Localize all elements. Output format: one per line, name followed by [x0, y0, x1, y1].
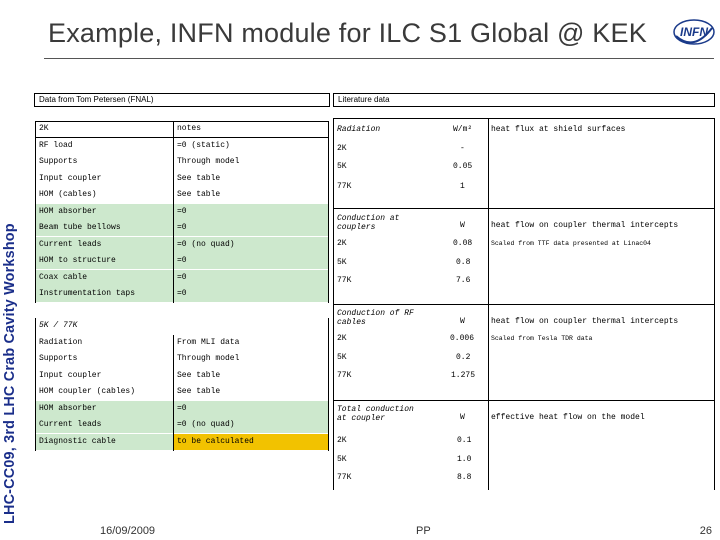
infn-logo — [672, 8, 716, 52]
source-note: Scaled from TTF data presented at Linac04 — [491, 240, 651, 247]
table-row — [35, 270, 329, 286]
cell-note: See table — [177, 387, 221, 396]
temp-label: 2K — [337, 144, 347, 153]
table-row — [333, 273, 715, 289]
cell-item: Instrumentation taps — [39, 289, 136, 298]
unit-label: W — [460, 413, 465, 422]
table-row — [333, 179, 715, 195]
cell-note: See table — [177, 190, 221, 199]
temp-label: 2K — [337, 436, 347, 445]
table-row — [35, 417, 329, 433]
side-banner — [0, 60, 22, 540]
table-border — [328, 318, 329, 451]
table-row — [35, 204, 329, 220]
temp-label: 77K — [337, 276, 352, 285]
table-row — [333, 141, 715, 157]
table-row — [333, 368, 715, 384]
table-border — [333, 304, 715, 305]
table-row — [35, 237, 329, 253]
table-row — [333, 236, 715, 252]
cell-item: Beam tube bellows — [39, 223, 121, 232]
table-row — [333, 350, 715, 366]
cell-item: Current leads — [39, 240, 102, 249]
table-border — [173, 121, 174, 303]
table-border — [333, 208, 715, 209]
temp-label: 77K — [337, 473, 352, 482]
table-border — [333, 118, 715, 119]
temp-label: 77K — [337, 371, 352, 380]
cell-note: =0 (no quad) — [177, 420, 235, 429]
page-number: 26 — [699, 525, 712, 537]
cell-note: See table — [177, 371, 221, 380]
unit-label: W/m² — [453, 125, 473, 134]
cell-item: Current leads — [39, 420, 102, 429]
block-title: Radiation — [337, 125, 381, 134]
cell-item: Supports — [39, 157, 78, 166]
block-description: effective heat flow on the model — [491, 413, 645, 422]
section-label: 5K / 77K — [39, 321, 78, 330]
cell-item: Radiation — [39, 338, 83, 347]
right-table — [333, 118, 715, 490]
cell-item: Diagnostic cable — [39, 437, 116, 446]
block-title: Conduction of RF cables — [337, 309, 414, 327]
table-row — [35, 368, 329, 384]
value-cell: 7.6 — [456, 276, 471, 285]
cell-note: From MLI data — [177, 338, 240, 347]
slide-title: Example, INFN module for ILC S1 Global @ KEK — [48, 18, 647, 48]
block-title: Conduction at couplers — [337, 214, 400, 232]
table-row — [333, 122, 715, 138]
table-row — [35, 384, 329, 400]
table-row — [35, 335, 329, 351]
block-description: heat flow on coupler thermal intercepts — [491, 317, 679, 326]
cell-note: =0 — [177, 289, 187, 298]
section-row — [35, 318, 329, 334]
footer-author: PP — [416, 525, 431, 537]
cell-item: HOM (cables) — [39, 190, 97, 199]
block-title: Total conduction at coupler — [337, 405, 414, 423]
temp-label: 5K — [337, 455, 347, 464]
temp-label: 77K — [337, 182, 352, 191]
table-row — [35, 187, 329, 203]
cell-note: =0 — [177, 223, 187, 232]
cell-note: =0 — [177, 207, 187, 216]
value-cell: 0.08 — [453, 239, 473, 248]
value-cell: 1.275 — [451, 371, 476, 380]
table-row — [333, 405, 715, 425]
block-description: heat flow on coupler thermal intercepts — [491, 221, 679, 230]
cell-item: HOM coupler (cables) — [39, 387, 136, 396]
value-cell: 0.2 — [456, 353, 471, 362]
value-cell: 0.05 — [453, 162, 473, 171]
cell-note: Through model — [177, 157, 240, 166]
table-row — [333, 331, 715, 347]
cell-note: notes — [177, 124, 202, 133]
unit-label: W — [460, 317, 465, 326]
left-header: Data from Tom Petersen (FNAL) — [34, 93, 330, 107]
value-cell: 8.8 — [457, 473, 472, 482]
cell-item: Coax cable — [39, 273, 88, 282]
table-row — [333, 214, 715, 234]
value-cell: 1.0 — [457, 455, 472, 464]
table-row — [35, 286, 329, 302]
footer-date: 16/09/2009 — [100, 525, 156, 537]
table-row — [35, 121, 329, 137]
cell-item: Input coupler — [39, 174, 102, 183]
cell-item: Input coupler — [39, 371, 102, 380]
table-row — [333, 309, 715, 329]
cell-item: HOM to structure — [39, 256, 116, 265]
table-border — [35, 318, 36, 451]
value-cell: 0.006 — [450, 334, 475, 343]
cell-note-highlight: to be calculated — [174, 434, 328, 450]
svg-text:INFN: INFN — [680, 25, 708, 39]
value-cell: - — [460, 144, 465, 153]
side-label: LHC-CC09, 3rd LHC Crab Cavity Workshop — [2, 223, 18, 524]
temp-label: 5K — [337, 353, 347, 362]
table-border — [333, 400, 715, 401]
table-border — [173, 335, 174, 451]
left-table-2k — [35, 121, 329, 301]
block-description: heat flux at shield surfaces — [491, 125, 626, 134]
cell-note: =0 (no quad) — [177, 240, 235, 249]
table-row — [333, 159, 715, 175]
temp-label: 2K — [337, 334, 347, 343]
cell-note: Through model — [177, 354, 240, 363]
value-cell: 0.8 — [456, 258, 471, 267]
table-border — [35, 137, 329, 138]
table-row — [35, 171, 329, 187]
right-header: Literature data — [333, 93, 715, 107]
table-row — [333, 433, 715, 449]
table-border — [35, 121, 329, 122]
table-border — [328, 121, 329, 303]
unit-label: W — [460, 221, 465, 230]
table-row — [35, 401, 329, 417]
cell-item: RF load — [39, 141, 73, 150]
cell-note: =0 — [177, 273, 187, 282]
table-row — [35, 154, 329, 170]
cell-note: =0 (static) — [177, 141, 230, 150]
left-table-5k — [35, 318, 329, 452]
cell-item: 2K — [39, 124, 49, 133]
temp-label: 5K — [337, 258, 347, 267]
table-row — [35, 138, 329, 154]
cell-item: HOM absorber — [39, 207, 97, 216]
source-note: Scaled from Tesla TDR data — [491, 335, 593, 342]
temp-label: 5K — [337, 162, 347, 171]
value-cell: 1 — [460, 182, 465, 191]
table-row — [35, 434, 329, 450]
table-row — [333, 470, 715, 486]
temp-label: 2K — [337, 239, 347, 248]
cell-note: =0 — [177, 404, 187, 413]
value-cell: 0.1 — [457, 436, 472, 445]
table-row — [35, 253, 329, 269]
table-row — [35, 351, 329, 367]
table-row — [333, 452, 715, 468]
table-row — [35, 220, 329, 236]
table-border — [35, 121, 36, 303]
cell-item: Supports — [39, 354, 78, 363]
cell-note: See table — [177, 174, 221, 183]
cell-item: HOM absorber — [39, 404, 97, 413]
title-divider — [44, 58, 714, 59]
table-row — [333, 255, 715, 271]
cell-note: =0 — [177, 256, 187, 265]
